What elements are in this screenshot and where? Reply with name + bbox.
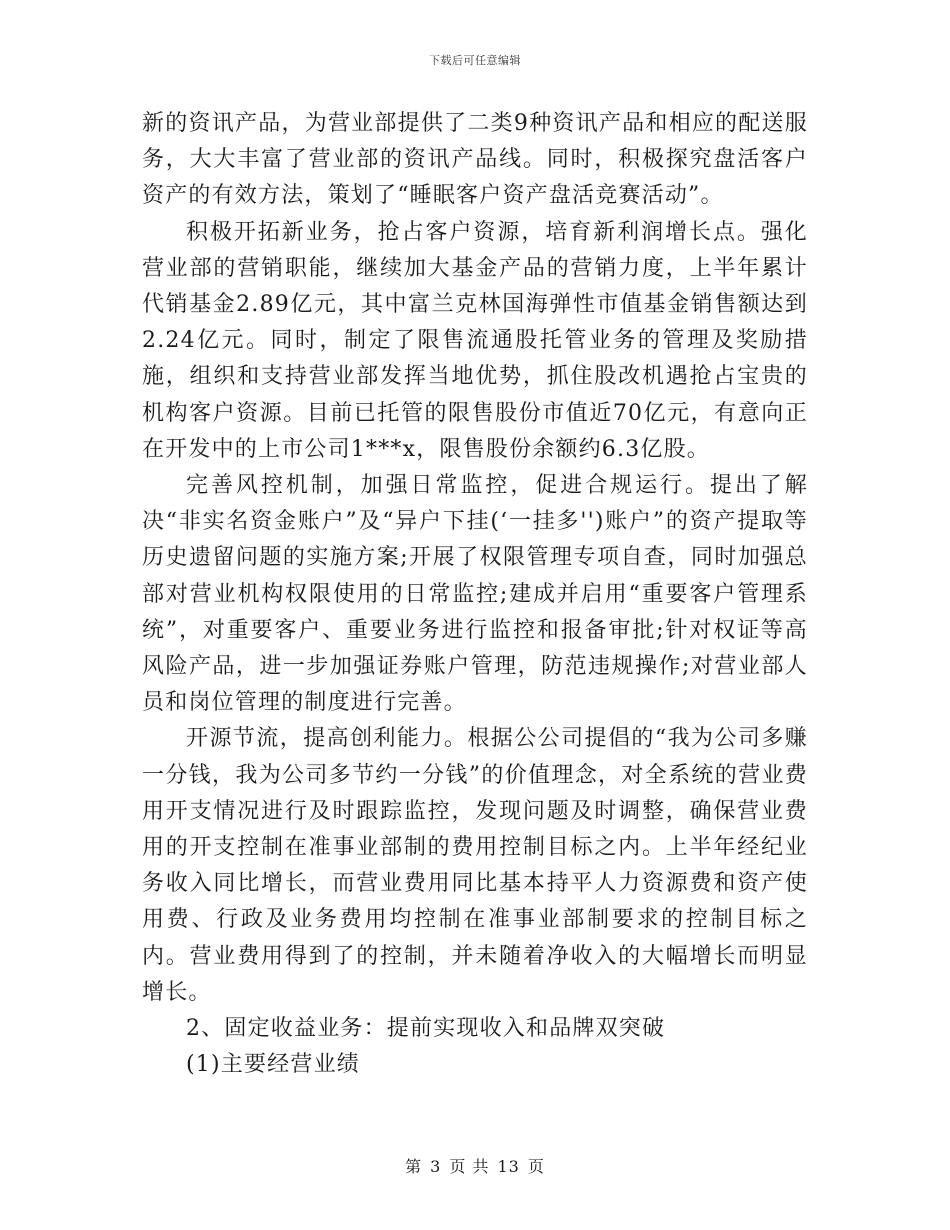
paragraph-continuation: 新的资讯产品，为营业部提供了二类9种资讯产品和相应的配送服务，大大丰富了营业部的资讯产品线。同时，积极探究盘活客户资产的有效方法，策划了“睡眠客户资产盘活竞赛活动”。: [142, 111, 808, 209]
footer-prefix: 第: [405, 1157, 423, 1176]
subsection-heading-main-results: (1)主要经营业绩: [186, 1052, 360, 1078]
page-header-note: 下载后可任意编辑: [429, 54, 521, 67]
footer-middle: 页 共: [449, 1157, 490, 1176]
page-footer: [0, 1154, 950, 1177]
section-heading-fixed-income: 2、固定收益业务：提前实现收入和品牌双突破: [186, 1016, 666, 1042]
paragraph-cost-control: 开源节流，提高创利能力。根据公公司提倡的“我为公司多赚一分钱，我为公司多节约一分钱”的价值理念，对全系统的营业费用开支情况进行及时跟踪监控，发现问题及时调整，确保营业费用的开支控制在准事业部制的费用控制目标之内。上半年经纪业务收入同比增长，而营业费用同比基本持平人力资源费和资产使用费、行政及业务费用均控制在准事业部制要求的控制目标之内。营业费用得到了的控制，并未随着净收入的大幅增长而明显增长。: [142, 726, 808, 1005]
paragraph-new-business: 积极开拓新业务，抢占客户资源，培育新利润增长点。强化营业部的营销职能，继续加大基金产品的营销力度，上半年累计代销基金2.89亿元，其中富兰克林国海弹性市值基金销售额达到2.24亿元。同时，制定了限售流通股托管业务的管理及奖励措施，组织和支持营业部发挥当地优势，抓住股改机遇抢占宝贵的机构客户资源。目前已托管的限售股份市值近70亿元，有意向正在开发中的上市公司1***x，限售股份余额约6.3亿股。: [142, 219, 808, 462]
document-body: [142, 106, 808, 1083]
paragraph-risk-control: 完善风控机制，加强日常监控，促进合规运行。提出了解决“非实名资金账户”及“异户下挂(‘一挂多'')账户”的资产提取等历史遗留问题的实施方案;开展了权限管理专项自查，同时加强总部对营业机构权限使用的日常监控;建成并启用“重要客户管理系统”，对重要客户、重要业务进行监控和报备审批;针对权证等高风险产品，进一步加强证券账户管理，防范违规操作;对营业部人员和岗位管理的制度进行完善。: [142, 473, 808, 716]
footer-page-number: 3: [430, 1157, 442, 1176]
footer-total-pages: 13: [497, 1157, 520, 1176]
footer-suffix: 页: [527, 1157, 545, 1176]
